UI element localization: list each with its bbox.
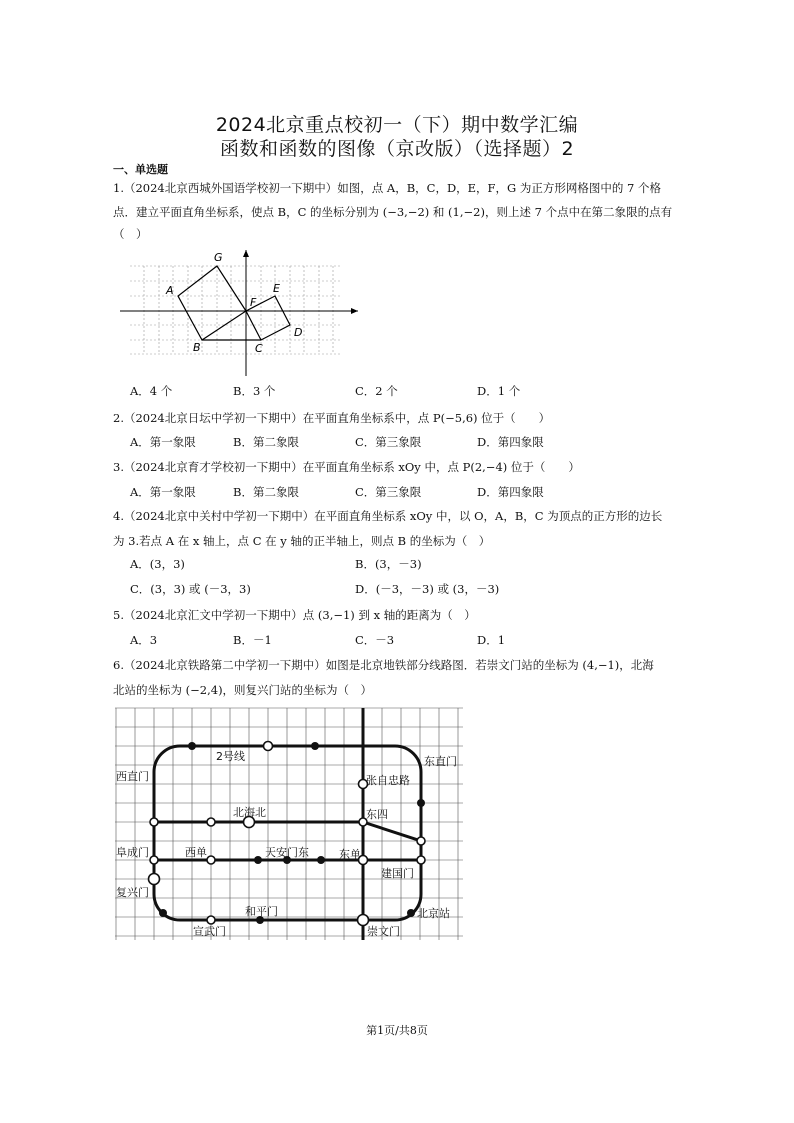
question-6-line1: 6.（2024北京铁路第二中学初一下期中）如图是北京地铁部分线路图．若崇文门站的坐标为 (4,−1)，北海 <box>113 658 654 672</box>
label-beihaibei: 北海北 <box>233 806 266 819</box>
label-f: F <box>250 296 257 309</box>
doc-title: 2024北京重点校初一（下）期中数学汇编 <box>215 114 579 136</box>
label-line-2: 2号线 <box>216 750 245 763</box>
label-jianguomen: 建国门 <box>381 867 414 880</box>
section-heading: 一、单选题 <box>113 163 168 176</box>
question-6-line2: 北站的坐标为 (−2,4)，则复兴门站的坐标为（ ） <box>113 683 373 697</box>
page-footer: 第1页/共8页 <box>366 1024 428 1037</box>
question-1-line3: （ ） <box>113 227 148 241</box>
q5-option-c: C．－3 <box>355 633 395 647</box>
label-d: D <box>294 326 303 339</box>
label-fuchengmen: 阜成门 <box>116 846 149 859</box>
label-zhangzizhonglu: 张自忠路 <box>366 774 410 787</box>
label-xuanwumen: 宣武门 <box>193 925 226 938</box>
map-grid <box>115 708 463 940</box>
y-axis-arrow <box>243 250 249 257</box>
figure-2-subway-map <box>115 707 465 943</box>
q4-option-d: D．(－3，－3) 或 (3，－3) <box>355 582 500 596</box>
label-dongzhimen: 东直门 <box>424 755 457 768</box>
q5-option-b: B．－1 <box>233 633 272 647</box>
q2-option-d: D．第四象限 <box>477 435 544 449</box>
label-g: G <box>214 251 223 264</box>
q5-option-a: A．3 <box>130 633 158 647</box>
figure-1-grid <box>120 248 370 378</box>
label-xidan: 西单 <box>185 846 207 859</box>
label-c: C <box>255 342 263 355</box>
stations-filled <box>159 742 425 924</box>
q3-option-d: D．第四象限 <box>477 485 544 499</box>
label-a: A <box>166 284 174 297</box>
label-b: B <box>193 341 201 354</box>
question-4-line1: 4.（2024北京中关村中学初一下期中）在平面直角坐标系 xOy 中，以 O，A，B，C 为顶点的正方形的边长 <box>113 509 663 523</box>
doc-subtitle: 函数和函数的图像（京改版）（选择题）2 <box>219 138 575 160</box>
grid-lines <box>130 266 340 354</box>
q2-option-b: B．第二象限 <box>233 435 299 449</box>
question-4-line2: 为 3.若点 A 在 x 轴上，点 C 在 y 轴的正半轴上，则点 B 的坐标为（ ） <box>113 534 491 548</box>
question-1-line1: 1.（2024北京西城外国语学校初一下期中）如图，点 A，B，C，D，E，F，G 为正方形网格图中的 7 个格 <box>113 181 662 195</box>
q5-option-d: D．1 <box>477 633 506 647</box>
question-5-line1: 5.（2024北京汇文中学初一下期中）点 (3,−1) 到 x 轴的距离为（ ） <box>113 608 476 622</box>
label-fuxingmen: 复兴门 <box>116 886 149 899</box>
station-labels <box>116 749 457 938</box>
label-xizhimen: 西直门 <box>116 770 149 783</box>
q2-option-a: A．第一象限 <box>130 435 196 449</box>
q4-option-b: B．(3，－3) <box>355 557 422 571</box>
q3-option-a: A．第一象限 <box>130 485 196 499</box>
q1-option-d: D．1 个 <box>477 384 521 398</box>
q3-option-b: B．第二象限 <box>233 485 299 499</box>
q1-option-c: C．2 个 <box>355 384 398 398</box>
label-chongwenmen: 崇文门 <box>367 925 400 938</box>
q1-option-b: B．3 个 <box>233 384 276 398</box>
label-hepingmen: 和平门 <box>245 905 278 918</box>
q3-option-c: C．第三象限 <box>355 485 422 499</box>
label-e: E <box>273 282 280 295</box>
label-tiananmendong: 天安门东 <box>265 846 309 859</box>
label-dongsi: 东四 <box>366 808 388 821</box>
x-axis-arrow <box>351 308 358 314</box>
q4-option-a: A．(3，3) <box>130 557 185 571</box>
question-3-line1: 3.（2024北京育才学校初一下期中）在平面直角坐标系 xOy 中，点 P(2,−4) 位于（ ） <box>113 460 580 474</box>
q4-option-c: C．(3，3) 或 (－3，3) <box>130 582 251 596</box>
label-beijingzhan: 北京站 <box>417 907 450 920</box>
q1-option-a: A．4 个 <box>130 384 173 398</box>
question-1-line2: 点．建立平面直角坐标系，使点 B，C 的坐标分别为 (−3,−2) 和 (1,−2)，则上述 7 个点中在第二象限的点有 <box>113 205 673 219</box>
question-2-line1: 2.（2024北京日坛中学初一下期中）在平面直角坐标系中，点 P(−5,6) 位于（ ） <box>113 411 551 425</box>
q2-option-c: C．第三象限 <box>355 435 422 449</box>
loop-line-2 <box>154 746 421 920</box>
figure-1-point-labels <box>165 251 302 355</box>
label-dongdan: 东单 <box>339 848 361 861</box>
